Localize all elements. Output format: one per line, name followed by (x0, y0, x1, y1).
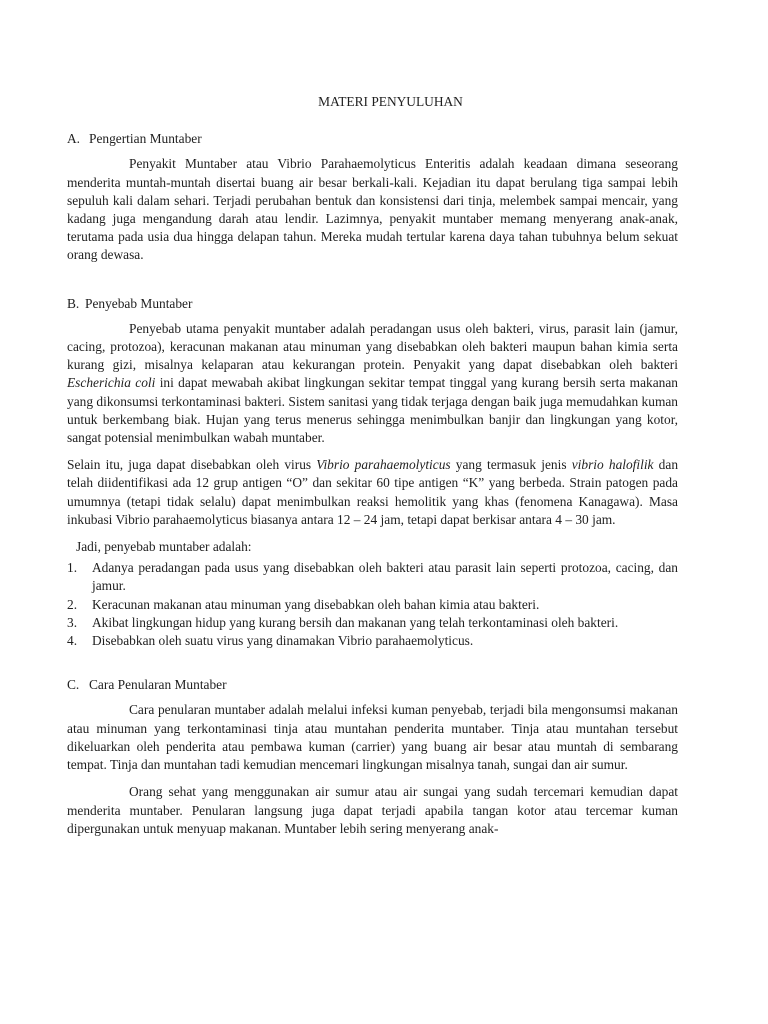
section-b-title: Penyebab Muntaber (85, 295, 193, 311)
paragraph-text: yang termasuk jenis (450, 457, 572, 473)
causes-list (67, 559, 678, 650)
causes-intro: Jadi, penyebab muntaber adalah: (76, 539, 252, 555)
italic-term: Vibrio parahaemolyticus (316, 457, 451, 473)
section-a-paragraph: Penyakit Muntaber atau Vibrio Parahaemolyticus Enteritis adalah keadaan dimana seseorang menderita muntah-muntah disertai buang air besar berkali-kali. Kejadian itu dapat berulang tiga sampai lebih sepuluh kali dalam sehari. Terjadi perubahan bentuk dan konsistensi dari tinja, melembek sampai mencair, yang kadang juga mengandung darah atau lendir. Lazimnya, penyakit muntaber memang menyerang anak-anak, terutama pada usia dua hingga delapan tahun. Mereka mudah tertular karena daya tahan tubuhnya belum sekuat orang dewasa. (67, 156, 678, 263)
list-item-text: Keracunan makanan atau minuman yang disebabkan oleh bahan kimia atau bakteri. (92, 596, 540, 612)
section-b-paragraph-2 (67, 456, 678, 529)
document-title: MATERI PENYULUHAN (318, 94, 463, 109)
paragraph-text: Penyebab utama penyakit muntaber adalah peradangan usus oleh bakteri, virus, parasit lain (jamur, cacing, protozoa), keracunan makanan atau minuman yang disebabkan oleh bakteri maupun bahan kimia serta kurang gizi, misalnya kelaparan atau kekurangan protein. Penyakit yang dapat disebabkan oleh bakteri (67, 320, 678, 373)
section-a-heading (67, 130, 678, 148)
section-c-heading (67, 676, 678, 694)
list-number: 2. (67, 596, 78, 612)
paragraph-text: Selain itu, juga dapat disebabkan oleh virus (67, 457, 317, 473)
list-item (67, 632, 678, 650)
paragraph-text: dan telah diidentifikasi ada 12 grup antigen “O” dan sekitar 60 tipe antigen “K” yang berbeda. Strain patogen pada umumnya (tetapi tidak selalu) dapat menimbulkan reaksi hemolitik yang khas (fenomena Kanagawa). Masa inkubasi Vibrio parahaemolyticus biasanya antara 12 – 24 jam, tetapi dapat berkisar antara 4 – 30 jam. (67, 457, 679, 527)
list-item-text: Disebabkan oleh suatu virus yang dinamakan Vibrio parahaemolyticus. (92, 633, 474, 649)
list-number: 1. (67, 560, 78, 576)
italic-term: Escherichia coli (67, 375, 156, 391)
section-c-number: C. (67, 677, 80, 693)
list-item-text: Akibat lingkungan hidup yang kurang bersih dan makanan yang telah terkontaminasi oleh bakteri. (92, 614, 619, 630)
list-item-text: Adanya peradangan pada usus yang disebabkan oleh bakteri atau parasit lain seperti protozoa, cacing, dan jamur. (92, 560, 678, 594)
section-b-paragraph-1 (67, 320, 678, 447)
section-c-title: Cara Penularan Muntaber (89, 677, 227, 693)
list-number: 3. (67, 614, 78, 630)
list-number: 4. (67, 633, 78, 649)
section-b-number: B. (67, 295, 80, 311)
list-item (67, 614, 678, 632)
list-item (67, 559, 678, 595)
section-c-paragraph-2: Orang sehat yang menggunakan air sumur atau air sungai yang sudah tercemari kemudian dapat menderita muntaber. Penularan langsung juga dapat terjadi apabila tangan kotor atau tercemar kuman dipergunakan untuk menyuap makanan. Muntaber lebih sering menyerang anak- (67, 784, 678, 836)
section-b-heading (67, 295, 678, 313)
section-a-title: Pengertian Muntaber (89, 131, 202, 147)
list-item (67, 596, 678, 614)
section-c-paragraph-1: Cara penularan muntaber adalah melalui infeksi kuman penyebab, terjadi bila mengonsumsi makanan atau minuman yang terkontaminasi tinja atau muntahan penderita muntaber. Tinja atau muntahan tersebut dikeluarkan oleh penderita atau pembawa kuman (carrier) yang buang air besar atau muntah di sembarang tempat. Tinja dan muntahan tadi kemudian mencemari lingkungan misalnya tanah, sungai dan air sumur. (67, 702, 678, 773)
paragraph-text: ini dapat mewabah akibat lingkungan sekitar tempat tinggal yang kurang bersih serta makanan yang dikonsumsi terkontaminasi bakteri. Sistem sanitasi yang tidak terjaga dengan baik juga memudahkan kuman untuk berkembang biak. Hujan yang terus menerus sehingga menimbulkan banjir dan lingkungan yang kotor, sangat potensial menimbulkan wabah muntaber. (67, 375, 678, 446)
section-a-number: A. (67, 131, 81, 147)
italic-term: vibrio halofilik (571, 457, 654, 473)
